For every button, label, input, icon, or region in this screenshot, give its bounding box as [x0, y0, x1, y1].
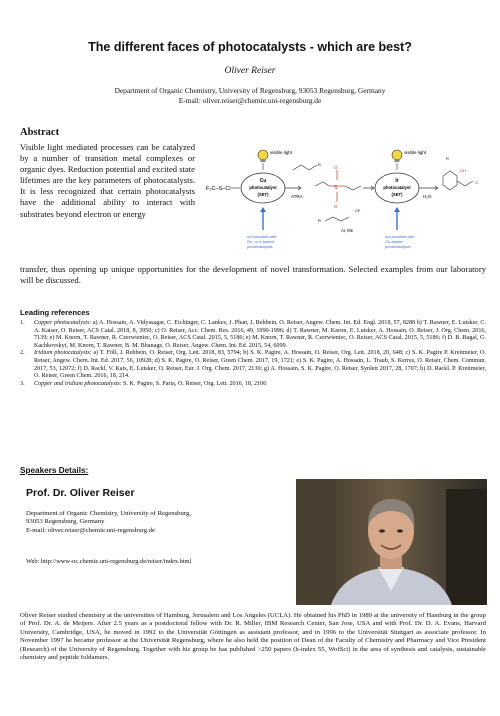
reference-number: 3.: [20, 380, 25, 387]
svg-text:R: R: [318, 218, 321, 223]
reference-label: Copper and iridium photocatalysts: [34, 380, 120, 387]
abstract-text-continued: transfer, thus opening up unique opportunities for the development of novel transformation. Selected examples from our laboratory will be discussed.: [20, 264, 486, 286]
visible-light-left: visible light: [270, 150, 293, 155]
author-name: Oliver Reiser: [224, 66, 276, 76]
references-list: [20, 320, 486, 388]
reference-text: : a) T. Föll, J. Rehbein, O. Reiser, Org. Lett. 2018, 83, 5794; b) S. K. Pagire, A. Hossain, O. Reiser, Org. Lett. 2018, 20, 648; c) S. K. Pagire P. Kreitmeier, O. Reiser, Angew. Chem. Int. Ed. 2017, 56, 10928; d) S. K. Pagire, O. Reiser, Green Chem. 2017, 19, 1721; e) S. K. Pagire, A. Hossain, L. Traub, S. Kerres, O. Reiser, Chem. Commun. 2017, 53, 12072; f) D. Rackl, V. Kais, E. Lutsker, O. Reiser, Eur. J. Org. Chem. 2017, 2130; g) A. Hossain, S. K. Pagire, O. Reiser, Synlett 2017, 28, 1707; h) D. Rackl. P. Kreitmeier, O. Reiser, Green Chem. 2016, 18, 214.: [34, 350, 487, 380]
svg-text:O: O: [334, 204, 338, 209]
reference-text: : a) A. Hossain, A. Vidyasagar, C. Eichinger, C. Lankes, J. Phan, J. Rehbein, O. Reiser, Angew. Chem. Int. Ed. Engl. 2018, 57, 8288 b) T. Rawner, E. Lutsker, C. A. Kaiser, O. Reiser, ACS Catal. 2018, 8, 3950; c) O. Reiser, Acc. Chem. Res. 2016, 49, 1990-1996; d) T. Rawner, M. Knorn, E. Lutsker, A. Hossain, O. Reiser, J. Org. Chem. 2016, 7139; e) M. Knorn, T. Rawner, R. Czerwieniec, O. Reiser, ACS Catal. 2015, 5, 5186; e) M. Knorn, T. Rawner, R. Czerwieniec, O. Reiser, ACS Catal. 2015, 5, 5186; f) D. B. Bagal, G. Kachkovskyi, M. Knorn, T. Rawner, B. M. Bhanage, O. Reiser, Angew. Chem. Int. Ed. 2015, 54, 6099.: [34, 320, 486, 349]
reference-label: Copper photocatalysts: [34, 320, 90, 326]
reference-text: : S. K. Pagire, S. Paria, O. Reiser, Org. Lett. 2016, 18, 2106: [119, 380, 267, 387]
svg-text:R: R: [318, 162, 321, 167]
water-label: H₂O: [423, 194, 432, 199]
affiliation: [0, 86, 500, 106]
reagent-formula: F₃C–S–Cl: [206, 186, 231, 192]
atra-label: ATRA: [291, 194, 303, 199]
svg-text:S: S: [334, 185, 338, 191]
abstract-heading: Abstract: [20, 127, 60, 138]
cu-label: Cu: [259, 178, 267, 184]
speaker-bio: Oliver Reiser studied chemistry at the universities of Hamburg, Jerusalem and Los Angeles (UCLA). He obtained his PhD in 1989 at the university of Hamburg in the group of Prof. Dr. A. de Meijere. After 2.5 years as a postdoctoral fellow with Dr. R. Miller, IBM Research Center, San Jose, USA and with Prof. Dr. D. A. Evans, Harvard University, Cambridge, USA, he moved in 1992 to the Universität Göttingen as assistant professor, and in 1996 to the Universität Stuttgart as associate professor. In November 1997 he became professor at the Universität Regensburg, where he also held the position of Dean of the Faculty of Chemistry and Pharmacy and Vice President (Research) of the University of Regensburg. Together with his group he has published >250 papers (h-index 55, WofSci) in the area of synthesis and catalysis, sustainable chemistry and peptide foldamers.: [20, 612, 486, 662]
visible-light-right: visible light: [404, 150, 427, 155]
speaker-affiliation: [26, 510, 281, 535]
ir-set: (SET): [391, 192, 403, 197]
cu-photocatalyst: photocatalyst: [249, 185, 277, 190]
substituent-label: Ar, Me: [341, 228, 354, 233]
note-right-1: not possible with: [385, 234, 415, 239]
note-right-3: photocatalysts: [385, 244, 411, 249]
reaction-scheme: [205, 146, 490, 262]
reference-item: [20, 381, 486, 389]
reference-number: 1.: [20, 320, 25, 326]
note-right-2: Cu-based: [385, 239, 403, 244]
page-title: The different faces of photocatalysts - which are best?: [88, 40, 412, 54]
ir-photocatalyst: photocatalyst: [383, 185, 411, 190]
reference-item: [20, 320, 486, 350]
svg-text:CF: CF: [355, 208, 361, 213]
note-left-2: Ru- or Ir-based: [247, 239, 274, 244]
svg-text:O: O: [475, 180, 479, 185]
svg-text:OH: OH: [460, 168, 466, 173]
speaker-dept-line1: Department of Organic Chemistry, University of Regensburg,: [26, 510, 191, 517]
speakers-heading: Speakers Details:: [20, 466, 89, 475]
reference-label: Iridium photocatalysts: [34, 350, 90, 357]
ir-label: Ir: [395, 178, 399, 184]
speaker-photo: [296, 479, 487, 605]
light-bulb-icon: [258, 150, 268, 162]
light-bulb-icon: [392, 150, 402, 162]
speaker-dept-line2: 93053 Regensburg, Germany: [26, 518, 105, 526]
speaker-name: Prof. Dr. Oliver Reiser: [26, 487, 135, 499]
speaker-email: E-mail: oliver.reiser@chemie.uni-regensburg.de: [26, 526, 155, 534]
note-left-3: photocatalysts: [247, 244, 273, 249]
svg-text:R: R: [446, 156, 449, 161]
note-left-1: not possible with: [247, 234, 277, 239]
speaker-web-link[interactable]: Web: http://www-oc.chemie.uni-regensburg.de/reiser/index.html: [26, 558, 192, 565]
affiliation-email: E-mail: oliver.reiser@chemie.uni-regensburg.de: [178, 96, 322, 105]
affiliation-line: Department of Organic Chemistry, University of Regensburg, 93053 Regensburg, Germany: [114, 86, 386, 95]
reference-number: 2.: [20, 350, 25, 357]
abstract-text: Visible light mediated processes can be catalyzed by a number of transition metal complexes or organic dyes. Reduction potential and excited state lifetimes are the key parameters of photocatalysts. It is less recognized that certain photocatalysts have the additional ability to interact with substrates beyond electron or energy: [20, 142, 195, 219]
references-heading: Leading references: [20, 308, 90, 317]
svg-text:O: O: [334, 165, 338, 170]
reference-item: [20, 350, 486, 380]
cu-set: (SET): [257, 192, 269, 197]
